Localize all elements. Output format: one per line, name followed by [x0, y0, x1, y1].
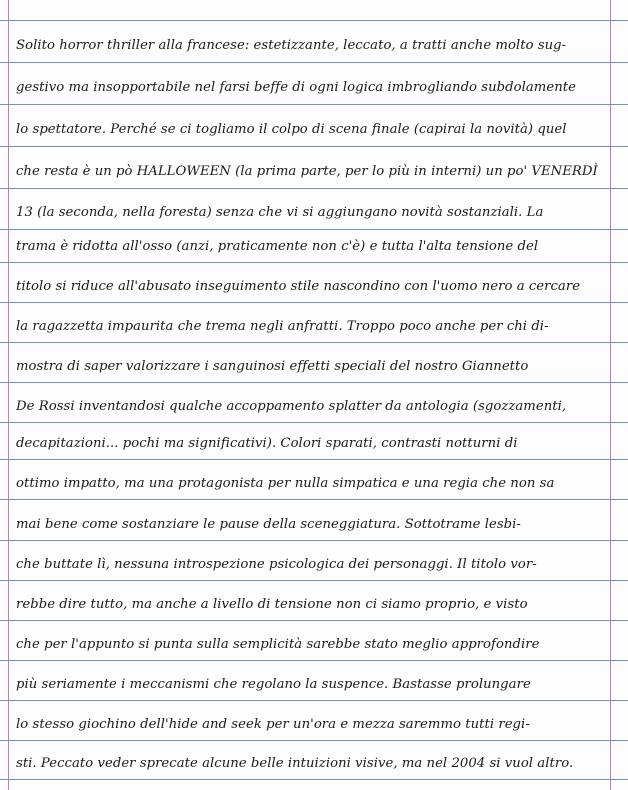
ruled-line: [0, 540, 628, 541]
ruled-line: [0, 62, 628, 63]
ruled-line: [0, 146, 628, 147]
ruled-line: [0, 188, 628, 189]
text-line: lo spettatore. Perché se ci togliamo il colpo di scena finale (capirai la novità) quel: [16, 122, 567, 137]
text-line: sti. Peccato veder sprecate alcune belle intuizioni visive, ma nel 2004 si vuol altro.: [16, 756, 574, 771]
text-line: decapitazioni... pochi ma significativi). Colori sparati, contrasti notturni di: [16, 436, 518, 451]
ruled-line: [0, 342, 628, 343]
text-line: De Rossi inventandosi qualche accoppamento splatter da antologia (sgozzamenti,: [16, 399, 567, 414]
text-line: che buttate lì, nessuna introspezione psicologica dei personaggi. Il titolo vor-: [16, 557, 537, 572]
ruled-line: [0, 700, 628, 701]
ruled-line: [0, 20, 628, 21]
ruled-line: [0, 422, 628, 423]
ruled-line: [0, 459, 628, 460]
text-line: più seriamente i meccanismi che regolano la suspence. Bastasse prolungare: [16, 677, 531, 692]
ruled-line: [0, 382, 628, 383]
text-line: mai bene come sostanziare le pause della sceneggiatura. Sottotrame lesbi-: [16, 517, 521, 532]
text-line: titolo si riduce all'abusato inseguimento stile nascondino con l'uomo nero a cercare: [16, 279, 581, 294]
text-line: ottimo impatto, ma una protagonista per nulla simpatica e una regia che non sa: [16, 476, 555, 491]
ruled-line: [0, 229, 628, 230]
ruled-line: [0, 302, 628, 303]
ruled-line: [0, 104, 628, 105]
ruled-line: [0, 779, 628, 780]
text-line: che resta è un pò HALLOWEEN (la prima parte, per lo più in interni) un po' VENERDÌ: [16, 164, 598, 179]
text-line: lo stesso giochino dell'hide and seek per un'ora e mezza saremmo tutti regi-: [16, 717, 530, 732]
text-line: gestivo ma insopportabile nel farsi beffe di ogni logica imbrogliando subdolamente: [16, 80, 576, 95]
left-margin-line: [8, 0, 9, 790]
text-line: che per l'appunto si punta sulla semplicità sarebbe stato meglio approfondire: [16, 637, 540, 652]
text-line: mostra di saper valorizzare i sanguinosi effetti speciali del nostro Giannetto: [16, 359, 529, 374]
ruled-line: [0, 620, 628, 621]
text-line: Solito horror thriller alla francese: estetizzante, leccato, a tratti anche molto sug-: [16, 38, 567, 53]
ruled-line: [0, 580, 628, 581]
ruled-line: [0, 262, 628, 263]
ruled-line: [0, 740, 628, 741]
ruled-line: [0, 499, 628, 500]
ruled-line: [0, 660, 628, 661]
text-line: la ragazzetta impaurita che trema negli anfratti. Troppo poco anche per chi di-: [16, 319, 549, 334]
text-line: trama è ridotta all'osso (anzi, praticamente non c'è) e tutta l'alta tensione del: [16, 239, 539, 254]
text-line: 13 (la seconda, nella foresta) senza che vi si aggiungano novità sostanziali. La: [16, 205, 544, 220]
text-line: rebbe dire tutto, ma anche a livello di tensione non ci siamo proprio, e visto: [16, 597, 528, 612]
